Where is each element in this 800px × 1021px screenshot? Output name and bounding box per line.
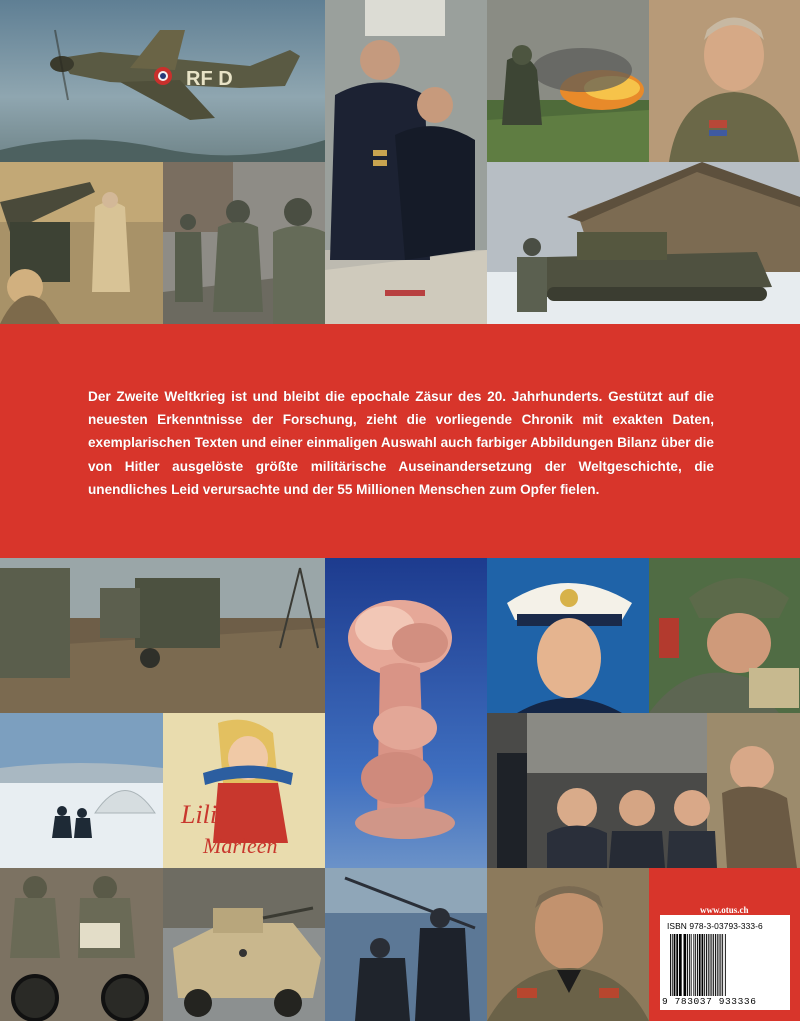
photo-officer-map [649, 558, 800, 713]
barcode-bar [720, 934, 721, 996]
barcode-bar [722, 934, 723, 996]
back-cover-blurb: Der Zweite Weltkrieg ist und bleibt die epochale Zäsur des 20. Jahrhunderts. Gestützt auf die neuesten Erkenntnisse der Forschung, zieht die vorliegende Chronik mit exakten Daten, exemplarischen Texten und einer einmaligen Auswahl auch farbiger Abbildungen Bilanz über die von Hitler ausgelöste größte militärische Auseinandersetzung der Weltgeschichte, die unendliches Leid verursachte und der 55 Millionen Menschen zum Opfer fielen. [88, 389, 714, 497]
barcode-bar [710, 934, 711, 996]
photo-naval-gun-crew [325, 868, 487, 1021]
barcode-bar [711, 934, 712, 996]
barcode-bar [702, 934, 704, 996]
barcode-bar [725, 934, 726, 996]
barcode-bar [695, 934, 696, 996]
barcode-bar [672, 934, 673, 996]
photo-trucks-mud [0, 558, 325, 713]
barcode-bar [708, 934, 709, 996]
photo-flak-gunners [0, 162, 163, 324]
barcode-bar [693, 934, 694, 996]
barcode-bar [679, 934, 682, 996]
barcode-bar [704, 934, 705, 996]
photo-armored-car [163, 868, 325, 1021]
poster-title-1: Lili [181, 800, 218, 829]
barcode-number: 9 783037 933336 [662, 996, 757, 1007]
photo-admirals [325, 0, 487, 324]
isbn-label: ISBN 978-3-03793-333-6 [667, 921, 763, 931]
barcode-bar [687, 934, 688, 996]
spitfire-code: RF D [186, 68, 233, 90]
photo-motorcycle-riders [0, 868, 163, 1021]
barcode-bar [706, 934, 707, 996]
barcode-bar [697, 934, 698, 996]
barcode-bars [668, 934, 782, 996]
barcode-bar [689, 934, 690, 996]
barcode-bar [713, 934, 714, 996]
photo-youth-group [487, 713, 800, 868]
photo-marching-soldiers [163, 162, 325, 324]
barcode-bar [670, 934, 671, 996]
barcode-bar [691, 934, 692, 996]
photo-rommel-portrait [487, 868, 649, 1021]
photo-naval-officer-illustration [487, 558, 649, 713]
poster-title-2: Marleen [203, 833, 278, 858]
barcode-bar [717, 934, 718, 996]
photo-spitfire [0, 0, 325, 162]
photo-general-portrait [649, 0, 800, 162]
photo-flamethrower [487, 0, 649, 162]
publisher-url[interactable]: www.otus.ch [700, 905, 749, 915]
barcode-bar [715, 934, 716, 996]
barcode-bar [684, 934, 687, 996]
photo-winter-parachute [0, 713, 163, 868]
barcode-bar [676, 934, 678, 996]
barcode-bar [699, 934, 701, 996]
photo-winter-tank [487, 162, 800, 324]
barcode-bar [719, 934, 720, 996]
photo-mushroom-cloud [325, 558, 487, 868]
photo-lili-marleen-poster [163, 713, 325, 868]
barcode-bar [674, 934, 676, 996]
